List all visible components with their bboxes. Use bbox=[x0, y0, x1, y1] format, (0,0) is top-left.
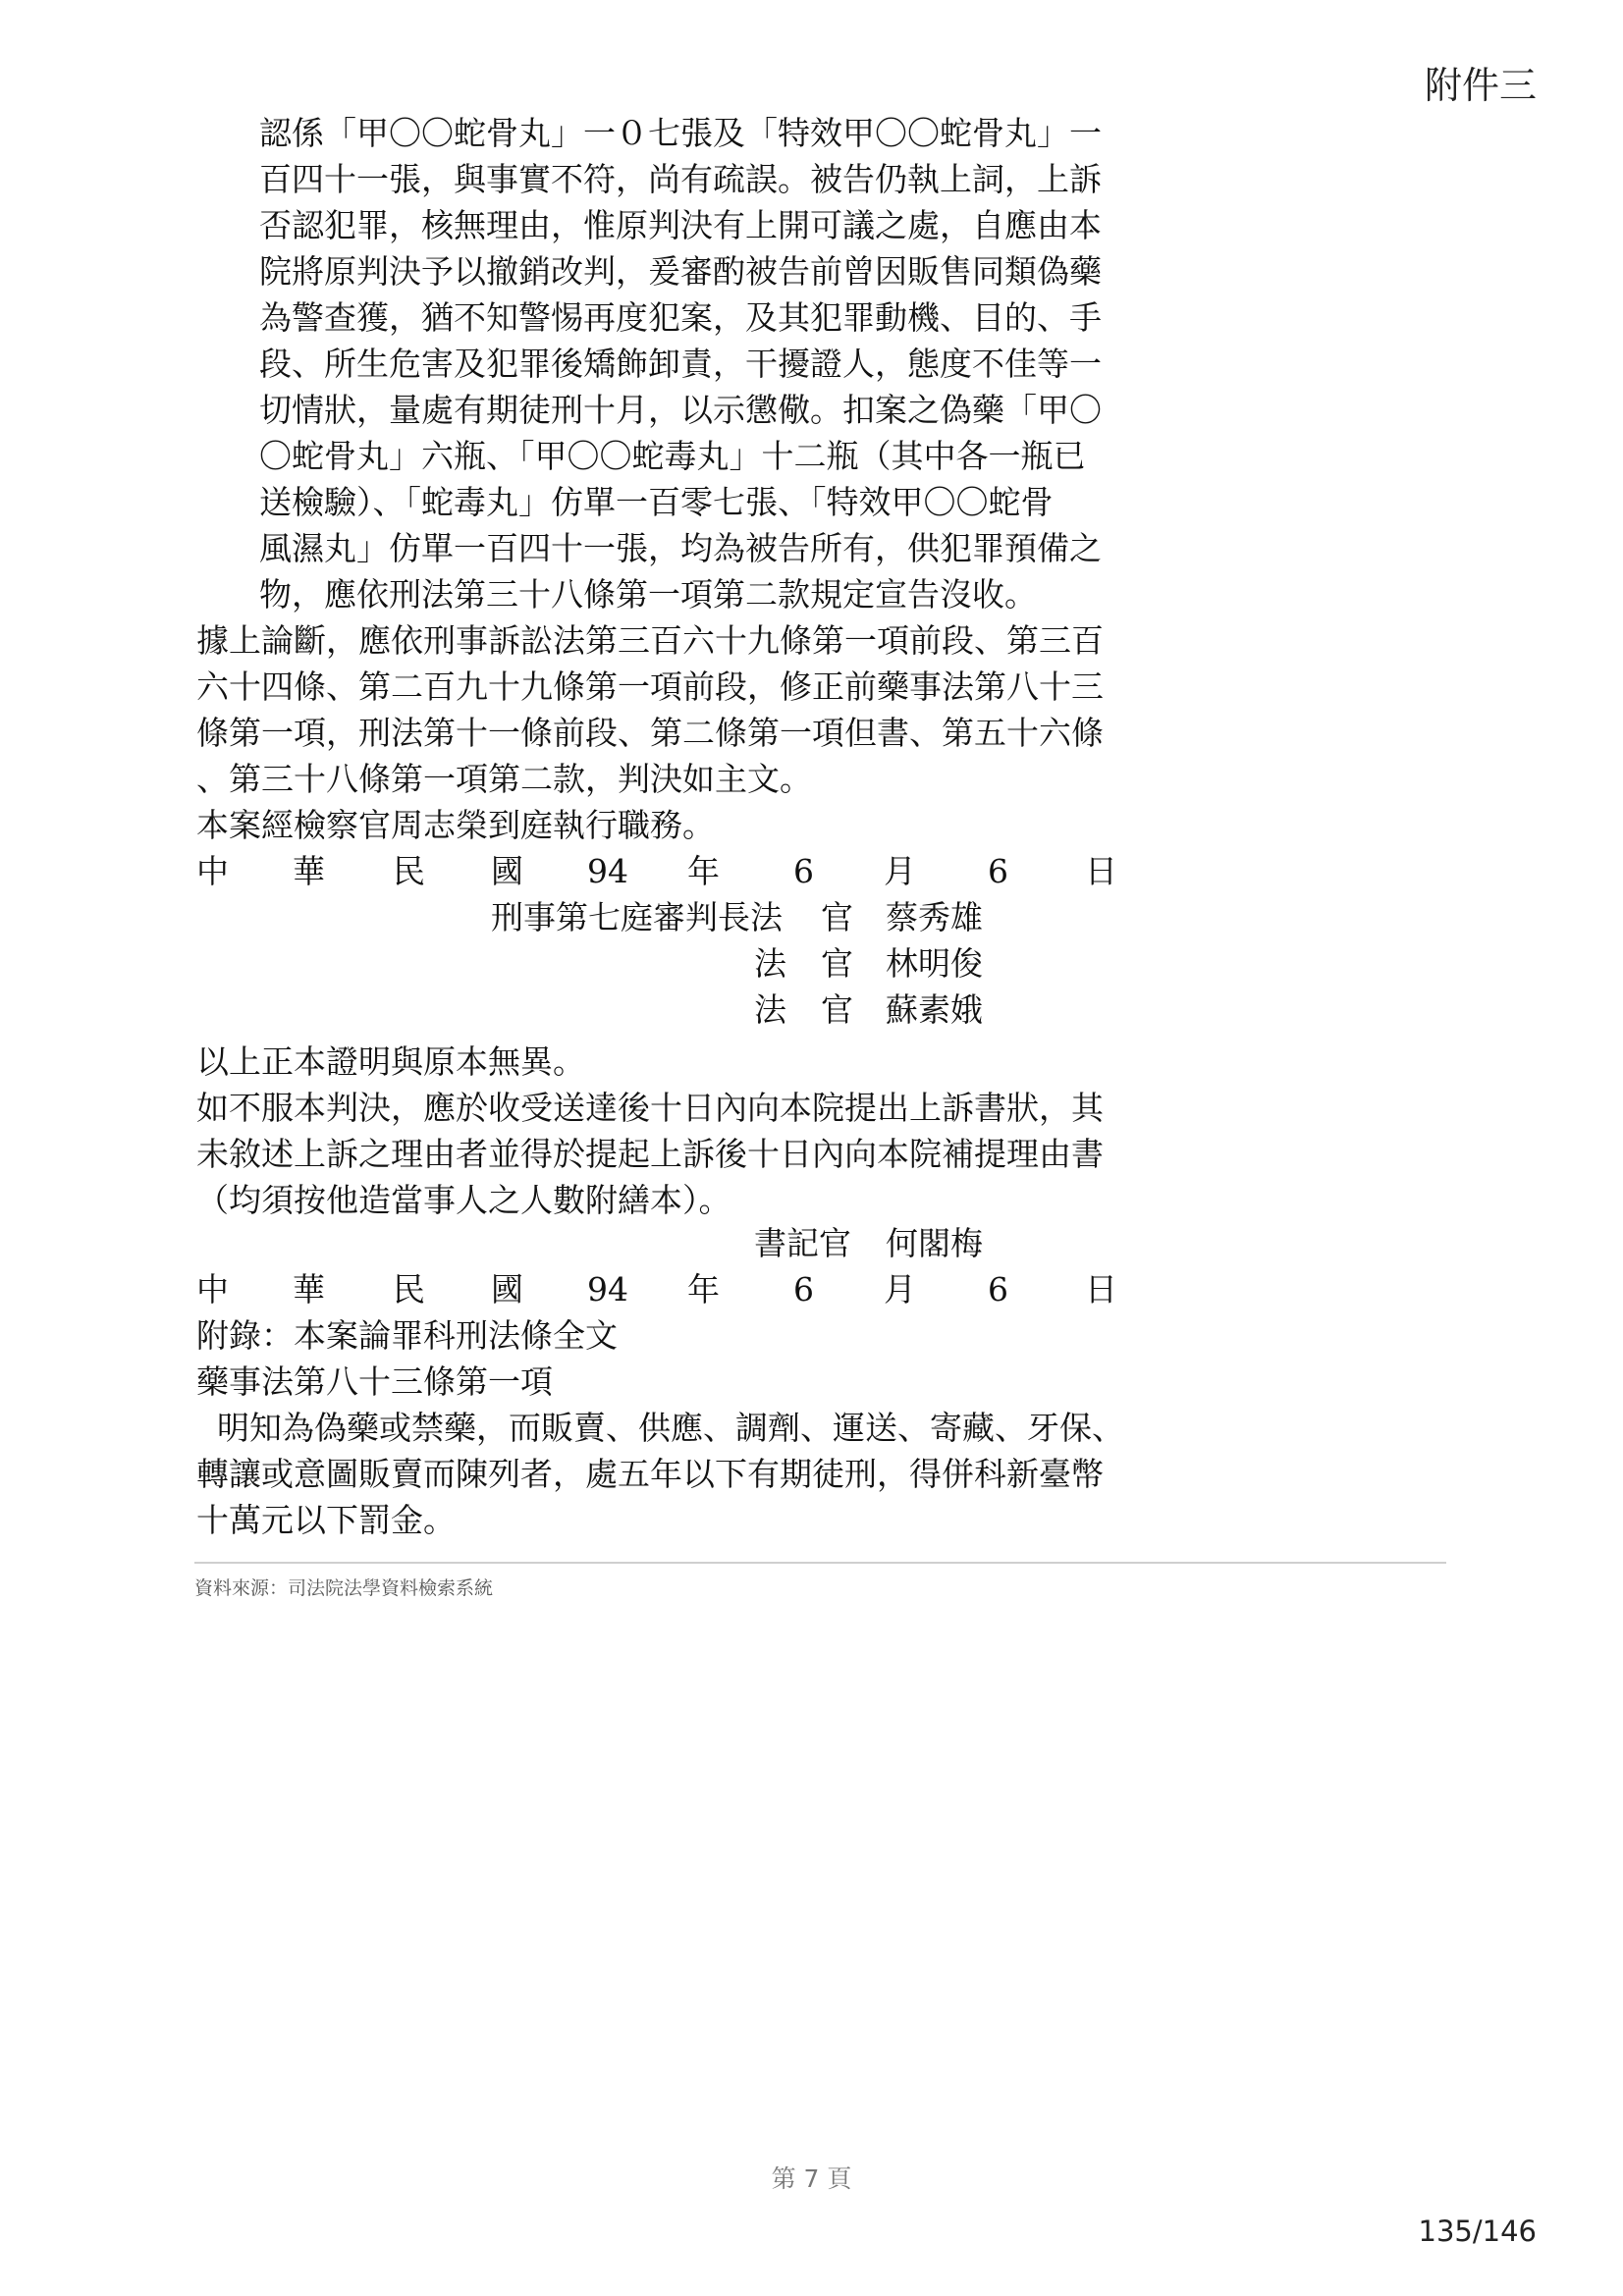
date-char: 華 bbox=[293, 852, 325, 890]
statute-text-line: 明知為偽藥或禁藥，而販賣、供應、調劑、運送、寄藏、牙保、 bbox=[196, 1409, 1124, 1447]
date-day: 6 bbox=[988, 852, 1008, 890]
date-char: 年 bbox=[687, 1270, 720, 1308]
clerk-date-row bbox=[196, 1266, 1124, 1312]
date-char: 華 bbox=[293, 1270, 325, 1308]
text-line: 段、所生危害及犯罪後矯飾卸責，干擾證人，態度不佳等一 bbox=[259, 345, 1102, 383]
title-char: 官 bbox=[821, 990, 853, 1029]
text-line: 本案經檢察官周志榮到庭執行職務。 bbox=[196, 806, 715, 844]
text-line: （均須按他造當事人之人數附繕本）。 bbox=[196, 1181, 731, 1219]
judge-label: 法 bbox=[754, 990, 786, 1029]
clerk-title: 書記官 bbox=[754, 1224, 851, 1262]
clerk-line bbox=[0, 1220, 1623, 1266]
text-line: 院將原判決予以撤銷改判，爰審酌被告前曾因販售同類偽藥 bbox=[259, 252, 1102, 291]
text-line: 如不服本判決，應於收受送達後十日內向本院提出上訴書狀，其 bbox=[196, 1089, 1104, 1127]
statute-text-line: 轉讓或意圖販賣而陳列者，處五年以下有期徒刑，得併科新臺幣 bbox=[196, 1455, 1104, 1493]
appendix-section bbox=[196, 1312, 1124, 1543]
text-line: 、第三十八條第一項第二款，判決如主文。 bbox=[196, 760, 812, 798]
date-year: 94 bbox=[587, 1270, 628, 1308]
date-char: 民 bbox=[393, 1270, 425, 1308]
date-char: 日 bbox=[1085, 1270, 1117, 1308]
judge-name: 林明俊 bbox=[886, 944, 983, 983]
title-char: 官 bbox=[821, 898, 853, 936]
date-char: 中 bbox=[196, 852, 229, 890]
date-char: 月 bbox=[884, 1270, 916, 1308]
date-month: 6 bbox=[793, 852, 814, 890]
date-char: 日 bbox=[1085, 852, 1117, 890]
judge-line-3 bbox=[0, 987, 1623, 1033]
date-char: 中 bbox=[196, 1270, 229, 1308]
page-number: 第 7 頁 bbox=[771, 2164, 852, 2193]
attachment-label: 附件三 bbox=[1424, 64, 1537, 107]
judgment-date-row bbox=[196, 848, 1124, 894]
date-char: 國 bbox=[491, 852, 523, 890]
text-line: 六十四條、第二百九十九條第一項前段，修正前藥事法第八十三 bbox=[196, 667, 1104, 706]
court-label: 刑事第七庭審判長法 bbox=[491, 898, 783, 936]
date-day: 6 bbox=[988, 1270, 1008, 1308]
judge-label: 法 bbox=[754, 944, 786, 983]
date-char: 民 bbox=[393, 852, 425, 890]
date-char: 國 bbox=[491, 1270, 523, 1308]
title-char: 官 bbox=[821, 944, 853, 983]
judge-line-2 bbox=[0, 940, 1623, 987]
text-line: 物，應依刑法第三十八條第一項第二款規定宣告沒收。 bbox=[259, 575, 1037, 614]
date-char: 月 bbox=[884, 852, 916, 890]
text-line: 為警查獲，猶不知警惕再度犯案，及其犯罪動機、目的、手 bbox=[259, 298, 1102, 337]
text-line: 風濕丸」仿單一百四十一張，均為被告所有，供犯罪預備之 bbox=[259, 529, 1102, 567]
text-line: 百四十一張，與事實不符，尚有疏誤。被告仍執上詞，上訴 bbox=[259, 160, 1102, 198]
judgment-paragraph-1 bbox=[259, 110, 1123, 617]
statute-text-line: 十萬元以下罰金。 bbox=[196, 1501, 456, 1539]
text-line: 認係「甲〇〇蛇骨丸」一０七張及「特效甲〇〇蛇骨丸」一 bbox=[259, 114, 1102, 152]
text-line: 條第一項，刑法第十一條前段、第二條第一項但書、第五十六條 bbox=[196, 714, 1104, 752]
clerk-name: 何閣梅 bbox=[886, 1224, 983, 1262]
judgment-paragraph-2 bbox=[196, 617, 1124, 848]
text-line: 否認犯罪，核無理由，惟原判決有上開可議之處，自應由本 bbox=[259, 206, 1102, 244]
judge-name: 蘇素娥 bbox=[886, 990, 983, 1029]
text-line: 切情狀，量處有期徒刑十月，以示懲儆。扣案之偽藥「甲〇 bbox=[259, 391, 1102, 429]
date-year: 94 bbox=[587, 852, 628, 890]
statute-heading: 藥事法第八十三條第一項 bbox=[196, 1362, 553, 1401]
appendix-heading: 附錄：本案論罪科刑法條全文 bbox=[196, 1316, 618, 1355]
footer-divider bbox=[194, 1562, 1446, 1564]
text-line: 據上論斷，應依刑事訴訟法第三百六十九條第一項前段、第三百 bbox=[196, 621, 1104, 660]
source-note: 資料來源：司法院法學資料檢索系統 bbox=[194, 1577, 494, 1599]
document-page-count: 135/146 bbox=[1418, 2215, 1537, 2248]
judgment-paragraph-3 bbox=[196, 1039, 1124, 1223]
presiding-judge-line bbox=[0, 894, 1623, 940]
text-line: 〇蛇骨丸」六瓶、「甲〇〇蛇毒丸」十二瓶（其中各一瓶已 bbox=[259, 437, 1086, 475]
text-line: 以上正本證明與原本無異。 bbox=[196, 1042, 585, 1081]
presiding-judge-name: 蔡秀雄 bbox=[886, 898, 983, 936]
text-line: 送檢驗）、「蛇毒丸」仿單一百零七張、「特效甲〇〇蛇骨 bbox=[259, 483, 1054, 521]
date-char: 年 bbox=[687, 852, 720, 890]
date-month: 6 bbox=[793, 1270, 814, 1308]
text-line: 未敘述上訴之理由者並得於提起上訴後十日內向本院補提理由書 bbox=[196, 1135, 1104, 1173]
